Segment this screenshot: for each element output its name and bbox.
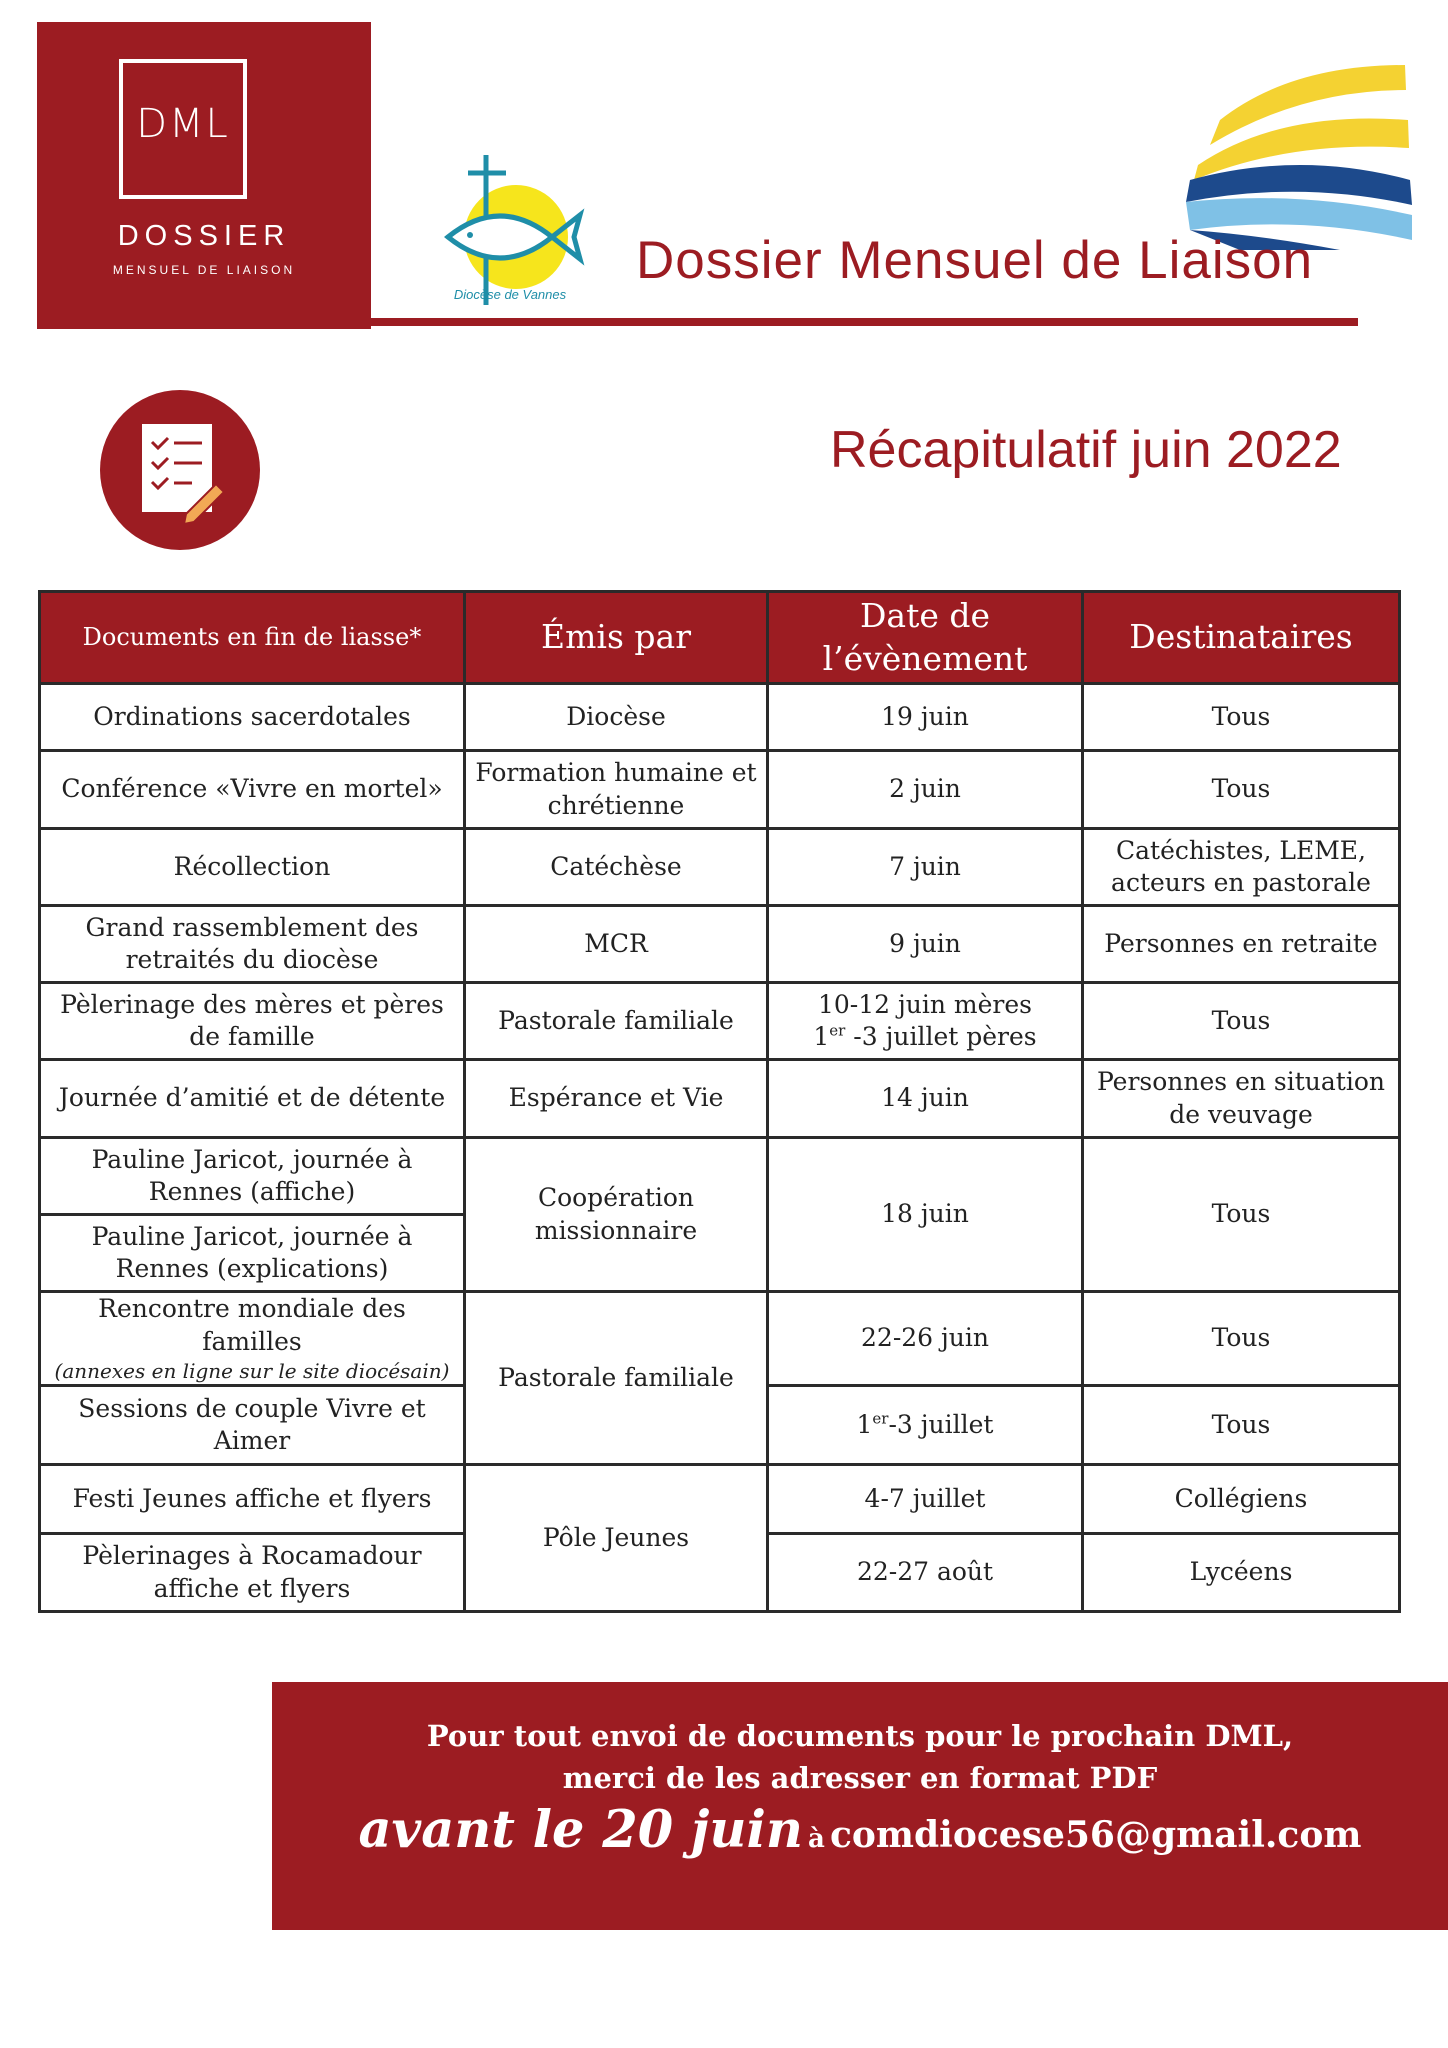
- dml-logo-block: [37, 22, 371, 329]
- table-row: [40, 829, 1400, 906]
- issuer-cell: Catéchèse: [465, 829, 768, 906]
- document-cell: Pauline Jaricot, journée à Rennes (affiche): [40, 1138, 465, 1215]
- issuer-cell: Espérance et Vie: [465, 1060, 768, 1138]
- document-note: (annexes en ligne sur le site diocésain): [54, 1359, 450, 1383]
- submission-banner: [272, 1682, 1448, 1930]
- banner-line-2: merci de les adresser en format PDF: [562, 1761, 1158, 1795]
- date-cell: 19 juin: [768, 684, 1083, 751]
- date-cell: [768, 983, 1083, 1060]
- column-header: Destinataires: [1083, 592, 1400, 684]
- date-cell: 22-26 juin: [768, 1292, 1083, 1386]
- issuer-cell: Pastorale familiale: [465, 1292, 768, 1465]
- header-title: Dossier Mensuel de Liaison: [636, 231, 1314, 290]
- recipients-cell: Tous: [1083, 1138, 1400, 1292]
- banner-line-1: Pour tout envoi de documents pour le prochain DML,: [426, 1719, 1294, 1753]
- document-cell: Pèlerinages à Rocamadour affiche et flyers: [40, 1534, 465, 1612]
- date-cell: 22-27 août: [768, 1534, 1083, 1612]
- diocese-fish-cross-icon: [440, 155, 590, 305]
- banner-line-3: [272, 1800, 1448, 1860]
- date-number: 1: [813, 1022, 830, 1051]
- recipients-cell: Tous: [1083, 1386, 1400, 1465]
- diocese-label: Diocèse de Vannes: [453, 287, 567, 302]
- date-rest: -3 juillet: [888, 1409, 994, 1439]
- deadline-text: avant le 20 juin: [358, 1800, 803, 1860]
- date-cell: 18 juin: [768, 1138, 1083, 1292]
- date-cell: 2 juin: [768, 751, 1083, 829]
- document-cell: Pèlerinage des mères et pères de famille: [40, 983, 465, 1060]
- column-header: Documents en fin de liasse*: [40, 592, 465, 684]
- document-cell: Conférence «Vivre en mortel»: [40, 751, 465, 829]
- table-row: [40, 983, 1400, 1060]
- table-row: [40, 751, 1400, 829]
- recipients-cell: Catéchistes, LEME, acteurs en pastorale: [1083, 829, 1400, 906]
- dml-logo-subtitle: MENSUEL DE LIAISON: [112, 263, 296, 277]
- document-cell: Journée d’amitié et de détente: [40, 1060, 465, 1138]
- document-cell: [40, 1292, 465, 1386]
- recipients-cell: Tous: [1083, 983, 1400, 1060]
- date-number: 1: [856, 1409, 873, 1439]
- column-header: Date de l’évènement: [768, 592, 1083, 684]
- table-row: [40, 906, 1400, 983]
- date-line: 10-12 juin mères: [818, 989, 1032, 1019]
- ordinal-suffix: er: [872, 1409, 889, 1428]
- dml-logo-word: DOSSIER: [117, 220, 291, 252]
- document-cell: Grand rassemblement des retraités du diocèse: [40, 906, 465, 983]
- date-cell: 4-7 juillet: [768, 1465, 1083, 1534]
- table-header-row: [40, 592, 1400, 684]
- table-row: [40, 684, 1400, 751]
- date-rest: -3 juillet pères: [845, 1022, 1037, 1051]
- recipients-cell: Personnes en situation de veuvage: [1083, 1060, 1400, 1138]
- document-cell: Récollection: [40, 829, 465, 906]
- checklist-icon: [100, 390, 260, 550]
- date-cell: 7 juin: [768, 829, 1083, 906]
- document-cell: Ordinations sacerdotales: [40, 684, 465, 751]
- date-cell: [768, 1386, 1083, 1465]
- issuer-cell: Formation humaine et chrétienne: [465, 751, 768, 829]
- issuer-cell: Diocèse: [465, 684, 768, 751]
- recipients-cell: Tous: [1083, 1292, 1400, 1386]
- issuer-cell: Coopération missionnaire: [465, 1138, 768, 1292]
- document-cell: Pauline Jaricot, journée à Rennes (explications): [40, 1215, 465, 1292]
- documents-table: [38, 590, 1401, 1613]
- ordinal-suffix: er: [829, 1021, 846, 1040]
- recipients-cell: Tous: [1083, 684, 1400, 751]
- document-cell: Sessions de couple Vivre et Aimer: [40, 1386, 465, 1465]
- table-row: [40, 1060, 1400, 1138]
- recipients-cell: Lycéens: [1083, 1534, 1400, 1612]
- date-cell: 14 juin: [768, 1060, 1083, 1138]
- recipients-cell: Personnes en retraite: [1083, 906, 1400, 983]
- issuer-cell: Pastorale familiale: [465, 983, 768, 1060]
- dml-logo-mark: DML: [136, 101, 230, 147]
- date-line: [813, 1022, 1036, 1051]
- banner-connector: à: [808, 1824, 825, 1854]
- issuer-cell: MCR: [465, 906, 768, 983]
- document-cell: Festi Jeunes affiche et flyers: [40, 1465, 465, 1534]
- document-title: Rencontre mondiale des familles: [98, 1294, 406, 1356]
- table-row: [40, 1138, 1400, 1215]
- email-link[interactable]: comdiocese56@gmail.com: [829, 1814, 1362, 1856]
- recap-title: Récapitulatif juin 2022: [830, 421, 1342, 479]
- table-row: [40, 1465, 1400, 1534]
- issuer-cell: Pôle Jeunes: [465, 1465, 768, 1612]
- table-row: [40, 1292, 1400, 1386]
- beach-umbrella-icon: [1180, 30, 1420, 250]
- dml-logo-frame: [119, 59, 247, 199]
- header-rule: [371, 318, 1358, 326]
- recipients-cell: Tous: [1083, 751, 1400, 829]
- date-cell: 9 juin: [768, 906, 1083, 983]
- recipients-cell: Collégiens: [1083, 1465, 1400, 1534]
- column-header: Émis par: [465, 592, 768, 684]
